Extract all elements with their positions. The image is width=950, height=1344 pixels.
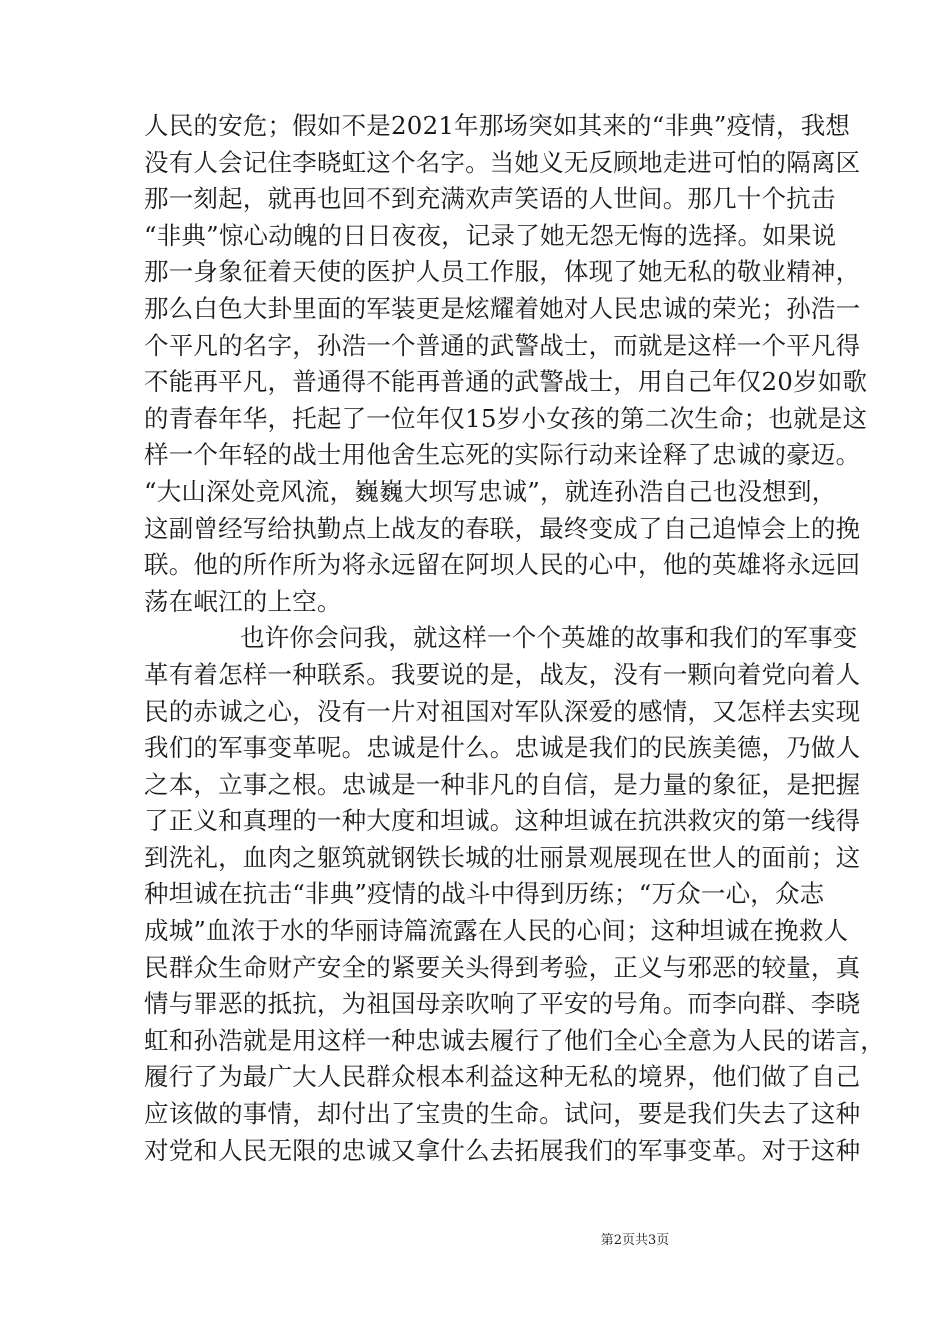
paragraph-start-line: 也许你会问我，就这样一个个英雄的故事和我们的军事变 — [240, 623, 858, 653]
text-line: 那一刻起，就再也回不到充满欢声笑语的人世间。那几十个抗击 — [144, 184, 836, 214]
text-line: 应该做的事情，却付出了宝贵的生命。试问，要是我们失去了这种 — [144, 1099, 861, 1129]
text-line: 那么白色大卦里面的军装更是炫耀着她对人民忠诚的荣光；孙浩一 — [144, 293, 861, 323]
text-line: 到洗礼，血肉之躯筑就钢铁长城的壮丽景观展现在世人的面前；这 — [144, 842, 861, 872]
text-line: 没有人会记住李晓虹这个名字。当她义无反顾地走进可怕的隔离区 — [144, 147, 861, 177]
text-line: 之本，立事之根。忠诚是一种非凡的自信，是力量的象征，是把握 — [144, 769, 861, 799]
text-line: “非典”惊心动魄的日日夜夜，记录了她无怨无悔的选择。如果说 — [144, 220, 837, 250]
text-line: 对党和人民无限的忠诚又拿什么去拓展我们的军事变革。对于这种 — [144, 1135, 861, 1165]
text-line: 人民的安危；假如不是2021年那场突如其来的“非典”疫情，我想 — [144, 111, 851, 140]
body-text — [144, 108, 885, 1169]
text-line: 不能再平凡，普通得不能再普通的武警战士，用自己年仅20岁如歌 — [144, 367, 868, 397]
page-number: 第2页共3页 — [600, 1233, 670, 1248]
text-line: 的青春年华，托起了一位年仅15岁小女孩的第二次生命；也就是这 — [144, 403, 868, 433]
text-line: 种坦诚在抗击“非典”疫情的战斗中得到历练；“万众一心，众志 — [144, 879, 825, 909]
text-line: 样一个年轻的战士用他舍生忘死的实际行动来诠释了忠诚的豪迈。 — [144, 440, 861, 470]
text-line: “大山深处竞风流，巍巍大坝写忠诚”，就连孙浩自己也没想到， — [144, 476, 837, 506]
text-line: 革有着怎样一种联系。我要说的是，战友，没有一颗向着党向着人 — [144, 659, 861, 689]
text-line: 情与罪恶的抵抗，为祖国母亲吹响了平安的号角。而李向群、李晓 — [144, 989, 861, 1019]
text-line: 荡在岷江的上空。 — [144, 586, 342, 616]
text-line: 民群众生命财产安全的紧要关头得到考验，正义与邪恶的较量，真 — [144, 952, 861, 982]
text-line: 个平凡的名字，孙浩一个普通的武警战士，而就是这样一个平凡得 — [144, 330, 861, 360]
text-line: 了正义和真理的一种大度和坦诚。这种坦诚在抗洪救灾的第一线得 — [144, 806, 861, 836]
text-line: 我们的军事变革呢。忠诚是什么。忠诚是我们的民族美德，乃做人 — [144, 733, 861, 763]
text-line: 民的赤诚之心，没有一片对祖国对军队深爱的感情，又怎样去实现 — [144, 696, 861, 726]
text-line: 履行了为最广大人民群众根本利益这种无私的境界，他们做了自己 — [144, 1062, 861, 1092]
text-line: 这副曾经写给执勤点上战友的春联，最终变成了自己追悼会上的挽 — [144, 513, 861, 543]
text-line: 那一身象征着天使的医护人员工作服，体现了她无私的敬业精神， — [144, 257, 861, 287]
text-line: 成城”血浓于水的华丽诗篇流露在人民的心间；这种坦诚在挽救人 — [144, 916, 849, 946]
text-line: 联。他的所作所为将永远留在阿坝人民的心中，他的英雄将永远回 — [144, 550, 861, 580]
text-line: 虹和孙浩就是用这样一种忠诚去履行了他们全心全意为人民的诺言， — [144, 1025, 885, 1055]
